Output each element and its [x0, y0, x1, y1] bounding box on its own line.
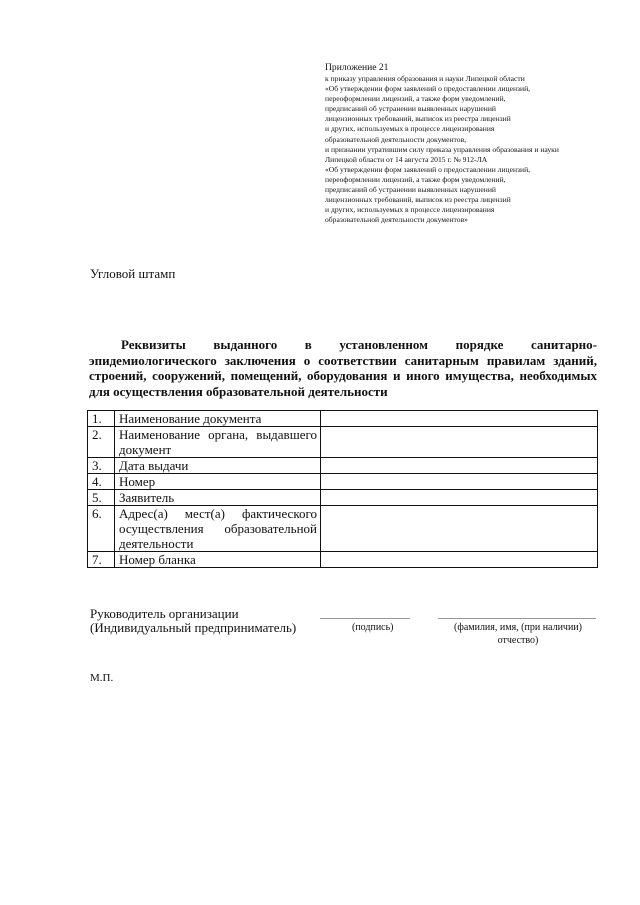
appendix-line: к приказу управления образования и науки Липецкой области — [325, 74, 525, 83]
signature-line — [320, 618, 410, 619]
row-number: 7. — [88, 552, 115, 568]
seal-place-label: М.П. — [90, 672, 114, 684]
full-name-caption-line: (фамилия, имя, (при наличии) — [454, 622, 582, 633]
corner-stamp-label: Угловой штамп — [90, 266, 176, 281]
requisites-table — [87, 410, 598, 568]
row-value-cell[interactable] — [321, 474, 598, 490]
appendix-line: образовательной деятельности документов» — [325, 215, 468, 225]
row-label: Наименование органа, выдавшего документ — [115, 427, 321, 458]
appendix-line: и других, используемых в процессе лицензирования — [325, 205, 495, 215]
appendix-line: переоформлении лицензий, а также форм уведомлений, — [325, 94, 506, 104]
full-name-caption-line: отчество) — [497, 634, 539, 646]
appendix-line: переоформлении лицензий, а также форм уведомлений, — [325, 174, 506, 184]
appendix-line: и признании утратившим силу приказа управления образования и науки — [325, 144, 559, 154]
appendix-line: образовательной деятельности документов, — [325, 134, 467, 144]
row-value-cell[interactable] — [321, 552, 598, 568]
signatory-subtitle: (Индивидуальный предприниматель) — [90, 620, 297, 635]
row-value-cell[interactable] — [321, 411, 598, 427]
row-value-cell[interactable] — [321, 506, 598, 552]
appendix-line: предписаний об устранении выявленных нарушений — [325, 185, 496, 195]
signatory-title: Руководитель организации — [90, 606, 239, 621]
row-number: 1. — [88, 411, 115, 427]
appendix-line: «Об утверждении форм заявлений о предоставлении лицензий, — [325, 84, 531, 94]
row-label: Заявитель — [115, 490, 321, 506]
appendix-title: Приложение 21 — [325, 62, 389, 73]
table-row — [88, 474, 598, 490]
row-value-cell[interactable] — [321, 490, 598, 506]
appendix-line: «Об утверждении форм заявлений о предоставлении лицензий, — [325, 164, 531, 174]
row-number: 3. — [88, 458, 115, 474]
row-value-cell[interactable] — [321, 458, 598, 474]
table-row — [88, 458, 598, 474]
full-name-caption — [440, 622, 596, 647]
document-heading — [89, 337, 597, 399]
heading-text: Реквизиты выданного в установленном порядке санитарно-эпидемиологического заключения о соответствии санитарным правилам зданий, строений, сооружений, помещений, оборудования и иного имущества, необходимых для осуществления образовательной деятельности — [89, 337, 597, 399]
table-row — [88, 490, 598, 506]
table-row — [88, 427, 598, 458]
row-label: Дата выдачи — [115, 458, 321, 474]
appendix-line: лицензионных требований, выписок из реестра лицензий — [325, 114, 511, 124]
signatory-block — [90, 607, 296, 635]
appendix-line: и других, используемых в процессе лицензирования — [325, 124, 495, 134]
row-number: 6. — [88, 506, 115, 552]
row-label: Номер — [115, 474, 321, 490]
appendix-block — [325, 62, 625, 225]
appendix-line: лицензионных требований, выписок из реестра лицензий — [325, 195, 511, 205]
row-value-cell[interactable] — [321, 427, 598, 458]
signature-caption: (подпись) — [352, 622, 394, 633]
table-row — [88, 506, 598, 552]
appendix-line: предписаний об устранении выявленных нарушений — [325, 104, 496, 114]
appendix-line: Липецкой области от 14 августа 2015 г. № 912-ЛА — [325, 154, 488, 164]
row-label: Адрес(а) мест(а) фактического осуществления образовательной деятельности — [115, 506, 321, 552]
row-number: 5. — [88, 490, 115, 506]
row-number: 4. — [88, 474, 115, 490]
row-number: 2. — [88, 427, 115, 458]
table-row — [88, 552, 598, 568]
table-row — [88, 411, 598, 427]
full-name-line — [438, 618, 596, 619]
row-label: Наименование документа — [115, 411, 321, 427]
row-label: Номер бланка — [115, 552, 321, 568]
